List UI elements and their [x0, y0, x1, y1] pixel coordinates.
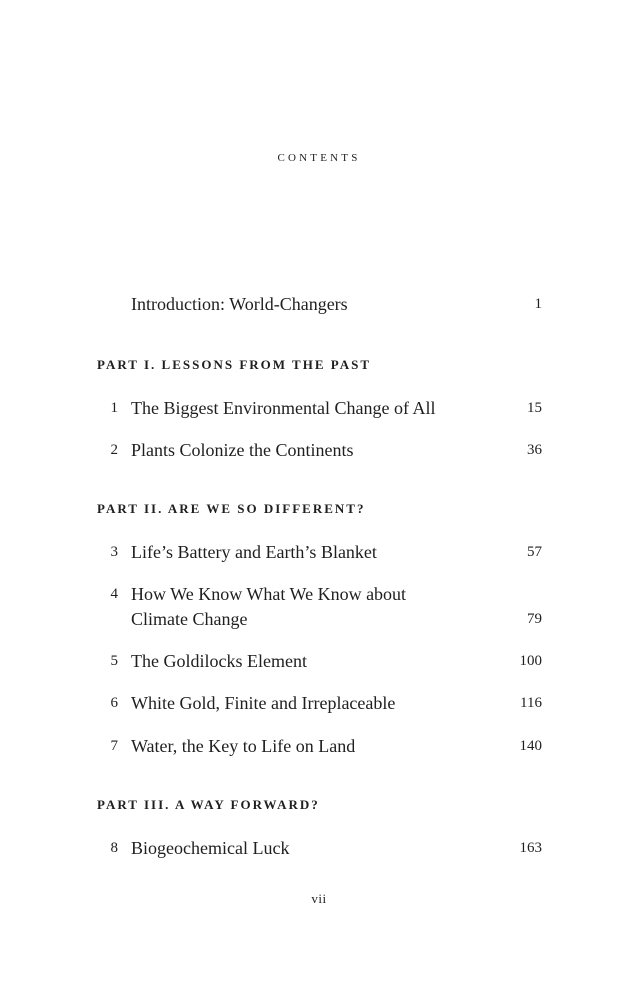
entry-title-line-1: How We Know What We Know about	[131, 584, 407, 604]
entry-title: Biogeochemical Luck	[131, 838, 290, 858]
chapter-number: 7	[110, 738, 118, 754]
part-heading-2: PART II. ARE WE SO DIFFERENT?	[97, 501, 366, 516]
chapter-number: 2	[110, 442, 118, 458]
entry-page-number: 15	[527, 400, 542, 416]
entry-title: White Gold, Finite and Irreplaceable	[131, 693, 396, 713]
part-heading-3: PART III. A WAY FORWARD?	[97, 797, 320, 812]
contents-heading: contents	[277, 148, 361, 165]
entry-title: Water, the Key to Life on Land	[131, 736, 356, 756]
entry-page-number: 1	[534, 296, 542, 312]
entry-page-number: 116	[520, 695, 542, 711]
chapter-number: 4	[110, 586, 118, 602]
chapter-number: 3	[110, 544, 118, 560]
page-folio: vii	[311, 891, 327, 906]
entry-page-number: 100	[519, 653, 542, 669]
chapter-number: 6	[110, 695, 118, 711]
entry-title: Life’s Battery and Earth’s Blanket	[131, 542, 377, 562]
entry-page-number: 140	[519, 738, 542, 754]
entry-page-number: 57	[527, 544, 542, 560]
chapter-number: 8	[110, 840, 118, 856]
entry-page-number: 36	[527, 442, 542, 458]
entry-page-number: 79	[527, 611, 542, 627]
entry-title-line-2: Climate Change	[131, 609, 248, 629]
chapter-number: 5	[110, 653, 118, 669]
entry-page-number: 163	[519, 840, 542, 856]
entry-title: Plants Colonize the Continents	[131, 440, 354, 460]
entry-title: Introduction: World-Changers	[131, 294, 348, 314]
entry-title: The Biggest Environmental Change of All	[131, 398, 436, 418]
part-heading-1: PART I. LESSONS FROM THE PAST	[97, 357, 372, 372]
chapter-number: 1	[110, 400, 118, 416]
entry-title: The Goldilocks Element	[131, 651, 307, 671]
